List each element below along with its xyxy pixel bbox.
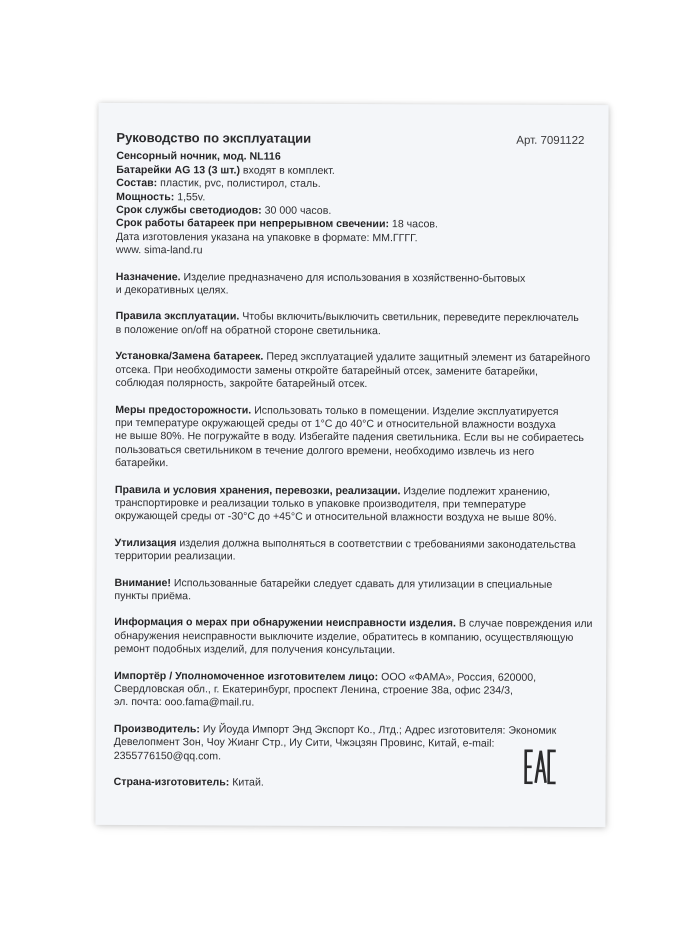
section-malfunction [114,616,593,658]
manufacturer-text: Иу Йоуда Импорт Энд Экспорт Ко., Лтд.; Адрес изготовителя: Экономик [199,723,557,737]
led-life-value: 30 000 часов. [261,204,332,217]
instruction-sheet [95,103,608,827]
country-value: Китай. [229,776,264,789]
attention-text: Использованные батарейки следует сдавать для утилизации в специальные [170,576,553,591]
composition-value: пластик, pvc, полистирол, сталь. [157,177,321,191]
eac-mark-icon [524,749,558,785]
disposal-label: Утилизация [114,536,177,549]
batteries-value: входят в комплект. [239,164,335,177]
composition-label: Состав: [116,177,158,190]
safety-text: не выше 80%. Не погружайте в воду. Избегайте падения светильника. Если вы не собираетесь [115,430,584,445]
importer-label: Импортёр / Уполномоченное изготовителем лицо: [114,669,379,683]
section-importer [114,670,584,712]
section-purpose [116,271,586,300]
attention-label: Внимание! [114,576,171,589]
page-title: Руководство по эксплуатации [116,129,312,146]
purpose-label: Назначение. [115,270,181,283]
safety-text: батарейки. [114,457,169,470]
manufacturer-text: 2355776150@qq.com. [113,749,222,763]
section-safety [115,403,585,472]
safety-label: Меры предосторожности. [115,403,252,417]
sheet-content [113,129,593,791]
section-rules [116,310,586,339]
safety-text: пользоваться светильником в течение долгого времени, необходимо извлечь из него [115,443,535,458]
install-text: отсека. При необходимости замены откройте батарейный отсек, замените батарейки, [115,363,539,378]
date-note: Дата изготовления указана на упаковке в формате: ММ.ГГГГ. [115,230,418,245]
section-manufacturer [114,723,584,765]
malfunction-label: Информация о мерах при обнаружении неисправности изделия. [114,616,456,630]
rules-text: в положение on/off на обратной стороне светильника. [115,323,381,337]
section-country [114,776,584,791]
power-value: 1,55v. [174,190,206,203]
install-text: соблюдая полярность, закройте батарейный отсек. [115,377,368,391]
storage-text: Изделие подлежит хранению, [400,484,551,498]
manufacturer-text: Девелопмент Зон, Чоу Жианг Стр., Иу Сити, Чжэцзян Провинс, Китай, e-mail: [113,736,495,750]
malfunction-text: В случае повреждения или [455,617,593,631]
country-label: Страна-изготовитель: [113,775,230,789]
section-attention [114,577,584,606]
purpose-text: и декоративных целях. [115,284,229,297]
install-text: Перед эксплуатацией удалите защитный элемент из батарейного [263,350,591,365]
rules-label: Правила эксплуатации. [115,310,240,323]
section-disposal [115,537,585,566]
attention-text: пункты приёма. [114,589,192,603]
battery-life-label: Срок работы батареек при непрерывном свечении: [116,217,390,231]
storage-label: Правила и условия хранения, перевозки, реализации. [114,483,401,497]
battery-life-value: 18 часов. [388,218,438,231]
importer-text: Свердловская обл., г. Екатеринбург, проспект Ленина, строение 38а, офис 234/3, [113,682,513,697]
malfunction-text: ремонт подобных изделий, для получения консультации. [114,643,396,657]
power-label: Мощность: [116,190,175,203]
disposal-text: территории реализации. [114,550,236,563]
safety-text: при температуре окружающей среды от 1°С до 40°С и относительной влажности воздуха [115,416,556,431]
storage-text: транспортировке и реализации только в упаковке производителя, при температуре [114,496,527,511]
website: www. sima-land.ru [115,244,203,257]
section-install [115,350,591,392]
led-life-label: Срок службы светодиодов: [116,203,262,217]
section-storage [115,483,585,525]
importer-text: эл. почта: ooo.fama@mail.ru. [113,696,255,709]
batteries-label: Батарейки AG 13 (3 шт.) [116,163,241,177]
article-number: Арт. 7091122 [516,134,585,148]
install-label: Установка/Замена батареек. [115,350,264,363]
storage-text: окружающей среды от -30°С до +45°С и относительной влажности воздуха не выше 80%. [114,510,557,525]
product-name: Сенсорный ночник, мод. NL116 [116,150,281,164]
manufacturer-label: Производитель: [113,722,201,736]
disposal-text: изделия должна выполняться в соответствии с требованиями законодательства [176,536,576,551]
importer-text: ООО «ФАМА», Россия, 620000, [378,670,537,684]
malfunction-text: обнаружения неисправности выключите изделие, обратитесь в компанию, осуществляющую [114,629,574,644]
header-row [116,131,586,148]
rules-text: Чтобы включить/выключить светильник, переведите переключатель [239,310,579,325]
safety-text: Использовать только в помещении. Изделие эксплуатируется [251,404,559,418]
purpose-text: Изделие предназначено для использования в хозяйственно-бытовых [180,270,526,285]
